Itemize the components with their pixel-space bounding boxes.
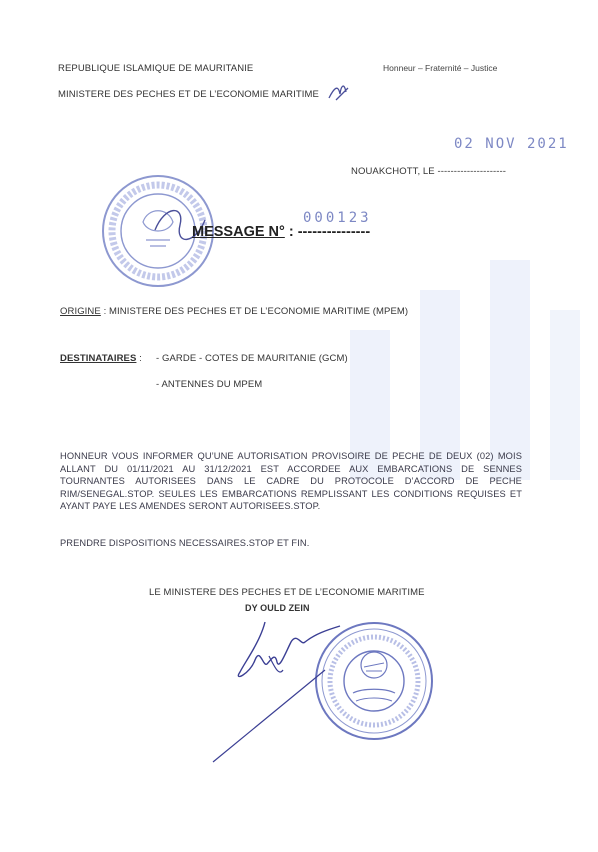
national-motto: Honneur – Fraternité – Justice (383, 63, 498, 73)
recipients-label-line (60, 353, 142, 364)
body-paragraph-2: PRENDRE DISPOSITIONS NECESSAIRES.STOP ET FIN. (60, 538, 310, 548)
recipient-item: - ANTENNES DU MPEM (156, 379, 263, 390)
handwritten-signature (205, 612, 365, 772)
republic-name: REPUBLIQUE ISLAMIQUE DE MAURITANIE (58, 63, 254, 74)
message-number-stamp: 000123 (303, 210, 372, 226)
recipient-item: - GARDE - COTES DE MAURITANIE (GCM) (156, 353, 348, 364)
date-stamp: 02 NOV 2021 (454, 136, 569, 152)
origin-line (60, 306, 408, 317)
place-date-line: NOUAKCHOTT, LE --------------------- (351, 166, 507, 177)
message-dashes: --------------- (297, 224, 371, 240)
recipients-label: DESTINATAIRES (60, 353, 137, 364)
body-paragraph-1: HONNEUR VOUS INFORMER QU’UNE AUTORISATION PROVISOIRE DE PECHE DE DEUX (02) MOIS ALLANT DU 01/11/2021 AU 31/12/2021 EST ACCORDEE AUX EMBARCATIONS DE SENNES TOURNANTES AUTORISEES DANS LE CADRE DU PROTOCOLE D’ACCORD DE PECHE RIM/SENEGAL.STOP. SEULES LES EMBARCATIONS REMPLISSANT LES CONDITIONS REQUISES ET AYANT PAYE LES AMENDES SERONT AUTORISEES.STOP. (60, 451, 522, 512)
signature-title: LE MINISTERE DES PECHES ET DE L’ECONOMIE MARITIME (149, 587, 425, 598)
message-separator: : (284, 224, 298, 240)
origin-label: ORIGINE (60, 306, 101, 317)
ministry-name: MINISTERE DES PECHES ET DE L’ECONOMIE MARITIME (58, 89, 319, 100)
signatory-name: DY OULD ZEIN (245, 603, 310, 613)
message-label: MESSAGE N° (192, 224, 285, 240)
recipients-separator: : (136, 353, 142, 364)
initials-mark-icon (326, 80, 352, 104)
message-title (192, 224, 370, 240)
origin-text: : MINISTERE DES PECHES ET DE L’ECONOMIE MARITIME (MPEM) (100, 306, 409, 317)
